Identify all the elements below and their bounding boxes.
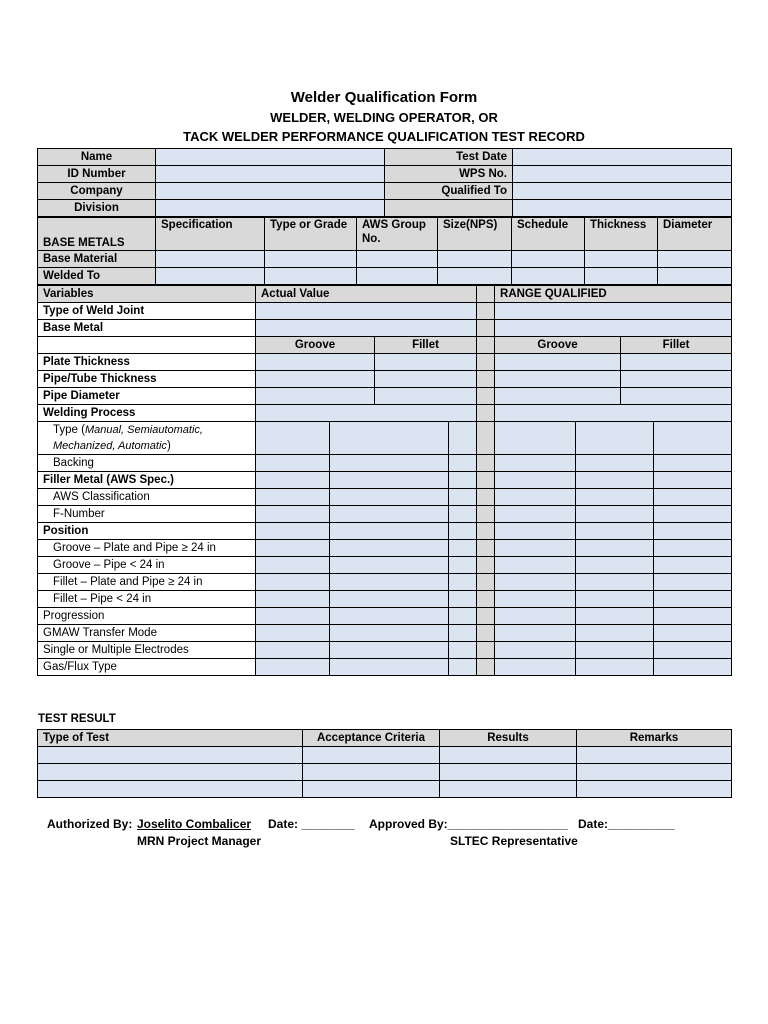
table-row (38, 166, 732, 183)
division-label: Division (38, 200, 156, 217)
welded-to-spec-field[interactable] (156, 268, 265, 285)
groove-plate-field-2[interactable] (330, 540, 449, 557)
pipe-diameter-fillet-range-field[interactable] (621, 388, 732, 405)
welding-process-range-field[interactable] (495, 405, 732, 422)
progression-range-field-2[interactable] (576, 608, 654, 625)
pipe-diameter-fillet-field[interactable] (375, 388, 477, 405)
fillet-plate-pipe-label: Fillet – Plate and Pipe ≥ 24 in (38, 574, 256, 591)
fillet-range-header: Fillet (621, 337, 732, 354)
page-title: Welder Qualification Form (290, 89, 478, 106)
table-row (38, 422, 732, 455)
identification-table (37, 148, 732, 217)
backing-range-field-3[interactable] (654, 455, 732, 472)
f-number-field-3[interactable] (449, 506, 477, 523)
fillet-plate-range-field-3[interactable] (654, 574, 732, 591)
backing-range-field-2[interactable] (576, 455, 654, 472)
welded-to-diameter-field[interactable] (658, 268, 732, 285)
fillet-plate-field-3[interactable] (449, 574, 477, 591)
id-number-label: ID Number (38, 166, 156, 183)
table-row (38, 149, 732, 166)
table-row (38, 608, 732, 625)
fillet-plate-field-2[interactable] (330, 574, 449, 591)
backing-label: Backing (38, 455, 256, 472)
fillet-pipe-range-field-3[interactable] (654, 591, 732, 608)
table-row (38, 200, 732, 217)
test-date-field[interactable] (513, 149, 732, 166)
fillet-plate-range-field-2[interactable] (576, 574, 654, 591)
position-range-field-2[interactable] (576, 523, 654, 540)
electrodes-field-3[interactable] (449, 642, 477, 659)
base-metals-table (37, 217, 732, 285)
groove-pipe-range-field-2[interactable] (576, 557, 654, 574)
remarks-field[interactable] (577, 747, 732, 764)
position-range-field-1[interactable] (495, 523, 576, 540)
variables-label: Variables (38, 286, 256, 303)
col-type-of-test: Type of Test (38, 730, 303, 747)
fillet-plate-field-1[interactable] (256, 574, 330, 591)
table-row (38, 489, 732, 506)
table-row (38, 183, 732, 200)
authorized-date: Date: ________ (268, 817, 355, 831)
groove-plate-range-field-3[interactable] (654, 540, 732, 557)
pipe-thickness-fillet-field[interactable] (375, 371, 477, 388)
table-row (38, 642, 732, 659)
filler-range-field-1[interactable] (495, 472, 576, 489)
backing-field-1[interactable] (256, 455, 330, 472)
groove-pipe-label: Groove – Pipe < 24 in (38, 557, 256, 574)
fillet-pipe-field-3[interactable] (449, 591, 477, 608)
test-date-label: Test Date (385, 149, 513, 166)
welded-to-type-field[interactable] (265, 268, 357, 285)
gas-flux-field-1[interactable] (256, 659, 330, 676)
col-remarks: Remarks (577, 730, 732, 747)
table-row (38, 574, 732, 591)
gas-flux-field-3[interactable] (449, 659, 477, 676)
results-field[interactable] (440, 764, 577, 781)
aws-class-field-3[interactable] (449, 489, 477, 506)
table-row (38, 506, 732, 523)
gas-flux-range-field-1[interactable] (495, 659, 576, 676)
fillet-pipe-range-field-1[interactable] (495, 591, 576, 608)
aws-classification-label: AWS Classification (38, 489, 256, 506)
base-material-group-field[interactable] (357, 251, 438, 268)
weld-joint-actual-field[interactable] (256, 303, 477, 320)
filler-range-field-3[interactable] (654, 472, 732, 489)
wps-no-field[interactable] (513, 166, 732, 183)
type-range-field-1[interactable] (495, 422, 576, 455)
groove-pipe-field-1[interactable] (256, 557, 330, 574)
welding-process-actual-field[interactable] (256, 405, 477, 422)
table-row (38, 354, 732, 371)
fillet-actual-header: Fillet (375, 337, 477, 354)
gas-flux-type-label: Gas/Flux Type (38, 659, 256, 676)
variables-table (37, 285, 732, 676)
groove-pipe-range-field-3[interactable] (654, 557, 732, 574)
groove-pipe-range-field-1[interactable] (495, 557, 576, 574)
table-row (38, 405, 732, 422)
table-row (38, 730, 732, 747)
blank-field[interactable] (513, 200, 732, 217)
electrodes-range-field-2[interactable] (576, 642, 654, 659)
type-field-2[interactable] (330, 422, 449, 455)
name-label: Name (38, 149, 156, 166)
position-field-1[interactable] (256, 523, 330, 540)
plate-thickness-label: Plate Thickness (38, 354, 256, 371)
authorized-name: Joselito Combalicer (137, 817, 252, 831)
welding-process-label: Welding Process (38, 405, 256, 422)
filler-field-1[interactable] (256, 472, 330, 489)
table-row (38, 320, 732, 337)
remarks-field[interactable] (577, 764, 732, 781)
backing-field-2[interactable] (330, 455, 449, 472)
remarks-field[interactable] (577, 781, 732, 798)
base-material-spec-field[interactable] (156, 251, 265, 268)
fillet-pipe-range-field-2[interactable] (576, 591, 654, 608)
groove-plate-range-field-1[interactable] (495, 540, 576, 557)
electrodes-field-2[interactable] (330, 642, 449, 659)
page-subtitle-1: WELDER, WELDING OPERATOR, OR (270, 110, 498, 125)
groove-actual-header: Groove (256, 337, 375, 354)
col-aws-group-no: AWS Group No. (357, 218, 438, 251)
table-row (38, 591, 732, 608)
col-diameter: Diameter (658, 218, 732, 251)
groove-plate-pipe-label: Groove – Plate and Pipe ≥ 24 in (38, 540, 256, 557)
aws-class-range-field-1[interactable] (495, 489, 576, 506)
position-label: Position (38, 523, 256, 540)
col-thickness: Thickness (585, 218, 658, 251)
name-field[interactable] (156, 149, 385, 166)
base-metal-label: Base Metal (38, 320, 256, 337)
table-row (38, 251, 732, 268)
fillet-pipe-field-1[interactable] (256, 591, 330, 608)
table-row (38, 371, 732, 388)
company-field[interactable] (156, 183, 385, 200)
groove-pipe-field-2[interactable] (330, 557, 449, 574)
fillet-plate-range-field-1[interactable] (495, 574, 576, 591)
test-type-field[interactable] (38, 764, 303, 781)
plate-thickness-fillet-field[interactable] (375, 354, 477, 371)
electrodes-range-field-1[interactable] (495, 642, 576, 659)
table-row (38, 388, 732, 405)
gas-flux-field-2[interactable] (330, 659, 449, 676)
table-row (38, 747, 732, 764)
gmaw-range-field-2[interactable] (576, 625, 654, 642)
table-row (38, 764, 732, 781)
progression-range-field-3[interactable] (654, 608, 732, 625)
id-number-field[interactable] (156, 166, 385, 183)
plate-thickness-groove-field[interactable] (256, 354, 375, 371)
plate-thickness-fillet-range-field[interactable] (621, 354, 732, 371)
col-type-or-grade: Type or Grade (265, 218, 357, 251)
f-number-field-2[interactable] (330, 506, 449, 523)
aws-class-field-1[interactable] (256, 489, 330, 506)
results-field[interactable] (440, 747, 577, 764)
base-material-thickness-field[interactable] (585, 251, 658, 268)
table-row (38, 455, 732, 472)
type-note: Manual, Semiautomatic, Mechanized, Automatic (53, 424, 203, 452)
welded-to-group-field[interactable] (357, 268, 438, 285)
gmaw-field-3[interactable] (449, 625, 477, 642)
base-material-size-field[interactable] (438, 251, 512, 268)
position-range-field-3[interactable] (654, 523, 732, 540)
f-number-range-field-2[interactable] (576, 506, 654, 523)
groove-plate-range-field-2[interactable] (576, 540, 654, 557)
pipe-tube-thickness-label: Pipe/Tube Thickness (38, 371, 256, 388)
gas-flux-range-field-3[interactable] (654, 659, 732, 676)
page-subtitle-2: TACK WELDER PERFORMANCE QUALIFICATION TEST RECORD (183, 129, 585, 144)
col-size-nps: Size(NPS) (438, 218, 512, 251)
pipe-thickness-groove-field[interactable] (256, 371, 375, 388)
progression-range-field-1[interactable] (495, 608, 576, 625)
company-label: Company (38, 183, 156, 200)
groove-pipe-field-3[interactable] (449, 557, 477, 574)
groove-plate-field-1[interactable] (256, 540, 330, 557)
table-row (38, 659, 732, 676)
base-metal-actual-field[interactable] (256, 320, 477, 337)
table-row (38, 625, 732, 642)
results-field[interactable] (440, 781, 577, 798)
backing-range-field-1[interactable] (495, 455, 576, 472)
f-number-field-1[interactable] (256, 506, 330, 523)
approved-date: Date:__________ (578, 817, 675, 831)
pipe-thickness-fillet-range-field[interactable] (621, 371, 732, 388)
type-field-3[interactable] (449, 422, 477, 455)
plate-thickness-groove-range-field[interactable] (495, 354, 621, 371)
weld-joint-range-field[interactable] (495, 303, 732, 320)
gmaw-range-field-1[interactable] (495, 625, 576, 642)
qualified-to-field[interactable] (513, 183, 732, 200)
test-type-field[interactable] (38, 747, 303, 764)
progression-field-3[interactable] (449, 608, 477, 625)
progression-field-2[interactable] (330, 608, 449, 625)
acceptance-field[interactable] (303, 781, 440, 798)
col-specification: Specification (156, 218, 265, 251)
qualified-to-label: Qualified To (385, 183, 513, 200)
table-row (38, 523, 732, 540)
table-row (38, 268, 732, 285)
filler-field-3[interactable] (449, 472, 477, 489)
division-field[interactable] (156, 200, 385, 217)
welded-to-thickness-field[interactable] (585, 268, 658, 285)
table-row (38, 337, 732, 354)
progression-field-1[interactable] (256, 608, 330, 625)
filler-metal-label: Filler Metal (AWS Spec.) (38, 472, 256, 489)
groove-plate-field-3[interactable] (449, 540, 477, 557)
col-schedule: Schedule (512, 218, 585, 251)
authorized-role: MRN Project Manager (137, 834, 262, 848)
table-row (38, 781, 732, 798)
wps-no-label: WPS No. (385, 166, 513, 183)
type-field-1[interactable] (256, 422, 330, 455)
acceptance-field[interactable] (303, 764, 440, 781)
pipe-diameter-groove-range-field[interactable] (495, 388, 621, 405)
single-multiple-electrodes-label: Single or Multiple Electrodes (38, 642, 256, 659)
base-material-diameter-field[interactable] (658, 251, 732, 268)
type-range-field-2[interactable] (576, 422, 654, 455)
base-metals-heading: BASE METALS (38, 218, 156, 251)
gmaw-field-1[interactable] (256, 625, 330, 642)
base-material-label: Base Material (38, 251, 156, 268)
gmaw-range-field-3[interactable] (654, 625, 732, 642)
aws-class-field-2[interactable] (330, 489, 449, 506)
progression-label: Progression (38, 608, 256, 625)
col-results: Results (440, 730, 577, 747)
test-result-table (37, 729, 732, 798)
fillet-pipe-label: Fillet – Pipe < 24 in (38, 591, 256, 608)
actual-value-header: Actual Value (256, 286, 477, 303)
filler-field-2[interactable] (330, 472, 449, 489)
approved-by-label: Approved By:__________________ (369, 817, 568, 831)
col-acceptance-criteria: Acceptance Criteria (303, 730, 440, 747)
position-field-3[interactable] (449, 523, 477, 540)
table-row (38, 286, 732, 303)
welded-to-size-field[interactable] (438, 268, 512, 285)
backing-field-3[interactable] (449, 455, 477, 472)
range-qualified-header: RANGE QUALIFIED (495, 286, 732, 303)
table-row (38, 472, 732, 489)
pipe-diameter-groove-field[interactable] (256, 388, 375, 405)
approved-role: SLTEC Representative (450, 834, 578, 848)
gas-flux-range-field-2[interactable] (576, 659, 654, 676)
f-number-range-field-1[interactable] (495, 506, 576, 523)
type-range-field-3[interactable] (654, 422, 732, 455)
test-type-field[interactable] (38, 781, 303, 798)
table-row (38, 540, 732, 557)
pipe-diameter-label: Pipe Diameter (38, 388, 256, 405)
electrodes-range-field-3[interactable] (654, 642, 732, 659)
pipe-thickness-groove-range-field[interactable] (495, 371, 621, 388)
base-material-type-field[interactable] (265, 251, 357, 268)
base-material-schedule-field[interactable] (512, 251, 585, 268)
aws-class-range-field-2[interactable] (576, 489, 654, 506)
f-number-label: F-Number (38, 506, 256, 523)
table-row (38, 218, 732, 251)
f-number-range-field-3[interactable] (654, 506, 732, 523)
fillet-pipe-field-2[interactable] (330, 591, 449, 608)
groove-range-header: Groove (495, 337, 621, 354)
filler-range-field-2[interactable] (576, 472, 654, 489)
table-row (38, 303, 732, 320)
table-row (38, 557, 732, 574)
position-field-2[interactable] (330, 523, 449, 540)
welded-to-schedule-field[interactable] (512, 268, 585, 285)
base-metal-range-field[interactable] (495, 320, 732, 337)
acceptance-field[interactable] (303, 747, 440, 764)
welded-to-label: Welded To (38, 268, 156, 285)
gmaw-transfer-mode-label: GMAW Transfer Mode (38, 625, 256, 642)
type-label: Type (Manual, Semiautomatic, Mechanized, Automatic) (38, 422, 256, 455)
electrodes-field-1[interactable] (256, 642, 330, 659)
type-of-weld-joint-label: Type of Weld Joint (38, 303, 256, 320)
authorized-by-label: Authorized By: (47, 817, 133, 831)
aws-class-range-field-3[interactable] (654, 489, 732, 506)
gmaw-field-2[interactable] (330, 625, 449, 642)
test-result-heading: TEST RESULT (38, 713, 116, 725)
